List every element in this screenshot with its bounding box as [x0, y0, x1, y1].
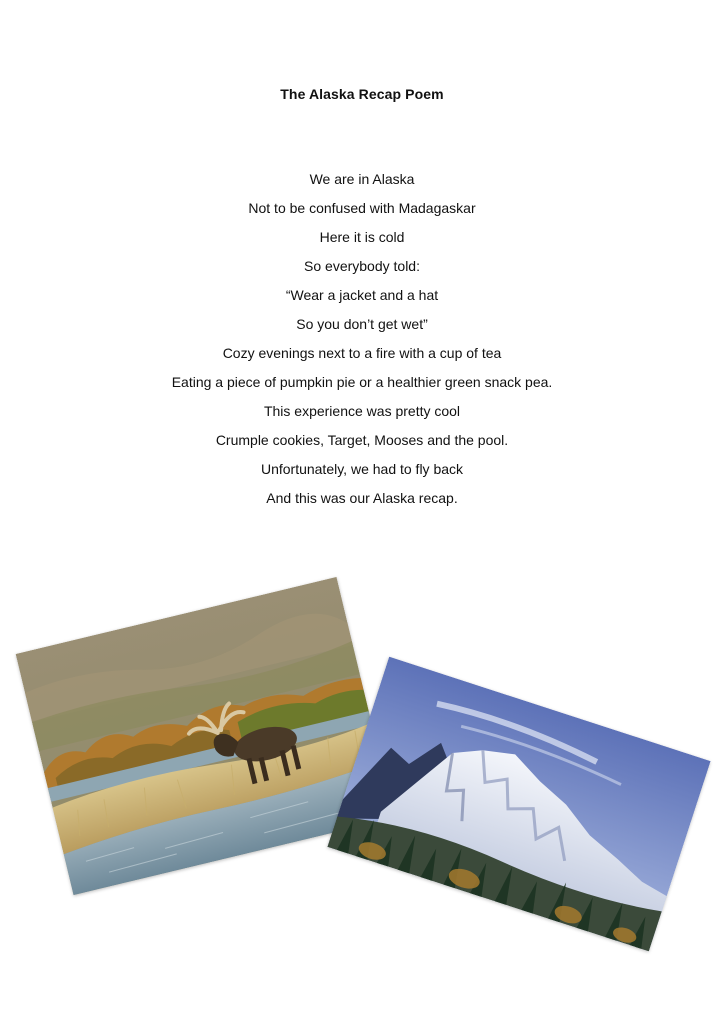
poem-line: This experience was pretty cool: [263, 403, 461, 419]
poem-line: Unfortunately, we had to fly back: [260, 461, 464, 477]
poem-line: So you don’t get wet”: [296, 316, 428, 332]
poem-title: The Alaska Recap Poem: [280, 86, 444, 102]
poem-line: We are in Alaska: [309, 171, 415, 187]
poem-line: And this was our Alaska recap.: [266, 490, 458, 506]
poem-body: [0, 170, 724, 518]
poem-line: Cozy evenings next to a fire with a cup of tea: [222, 345, 502, 361]
poem-line: Eating a piece of pumpkin pie or a healthier green snack pea.: [171, 374, 553, 390]
poem-line: So everybody told:: [304, 258, 420, 274]
mountain-photo: [327, 657, 710, 952]
poem-line: Here it is cold: [319, 229, 405, 245]
poem-line: “Wear a jacket and a hat: [285, 287, 439, 303]
poem-line: Not to be confused with Madagaskar: [248, 200, 476, 216]
poem-line: Crumple cookies, Target, Mooses and the pool.: [215, 432, 509, 448]
